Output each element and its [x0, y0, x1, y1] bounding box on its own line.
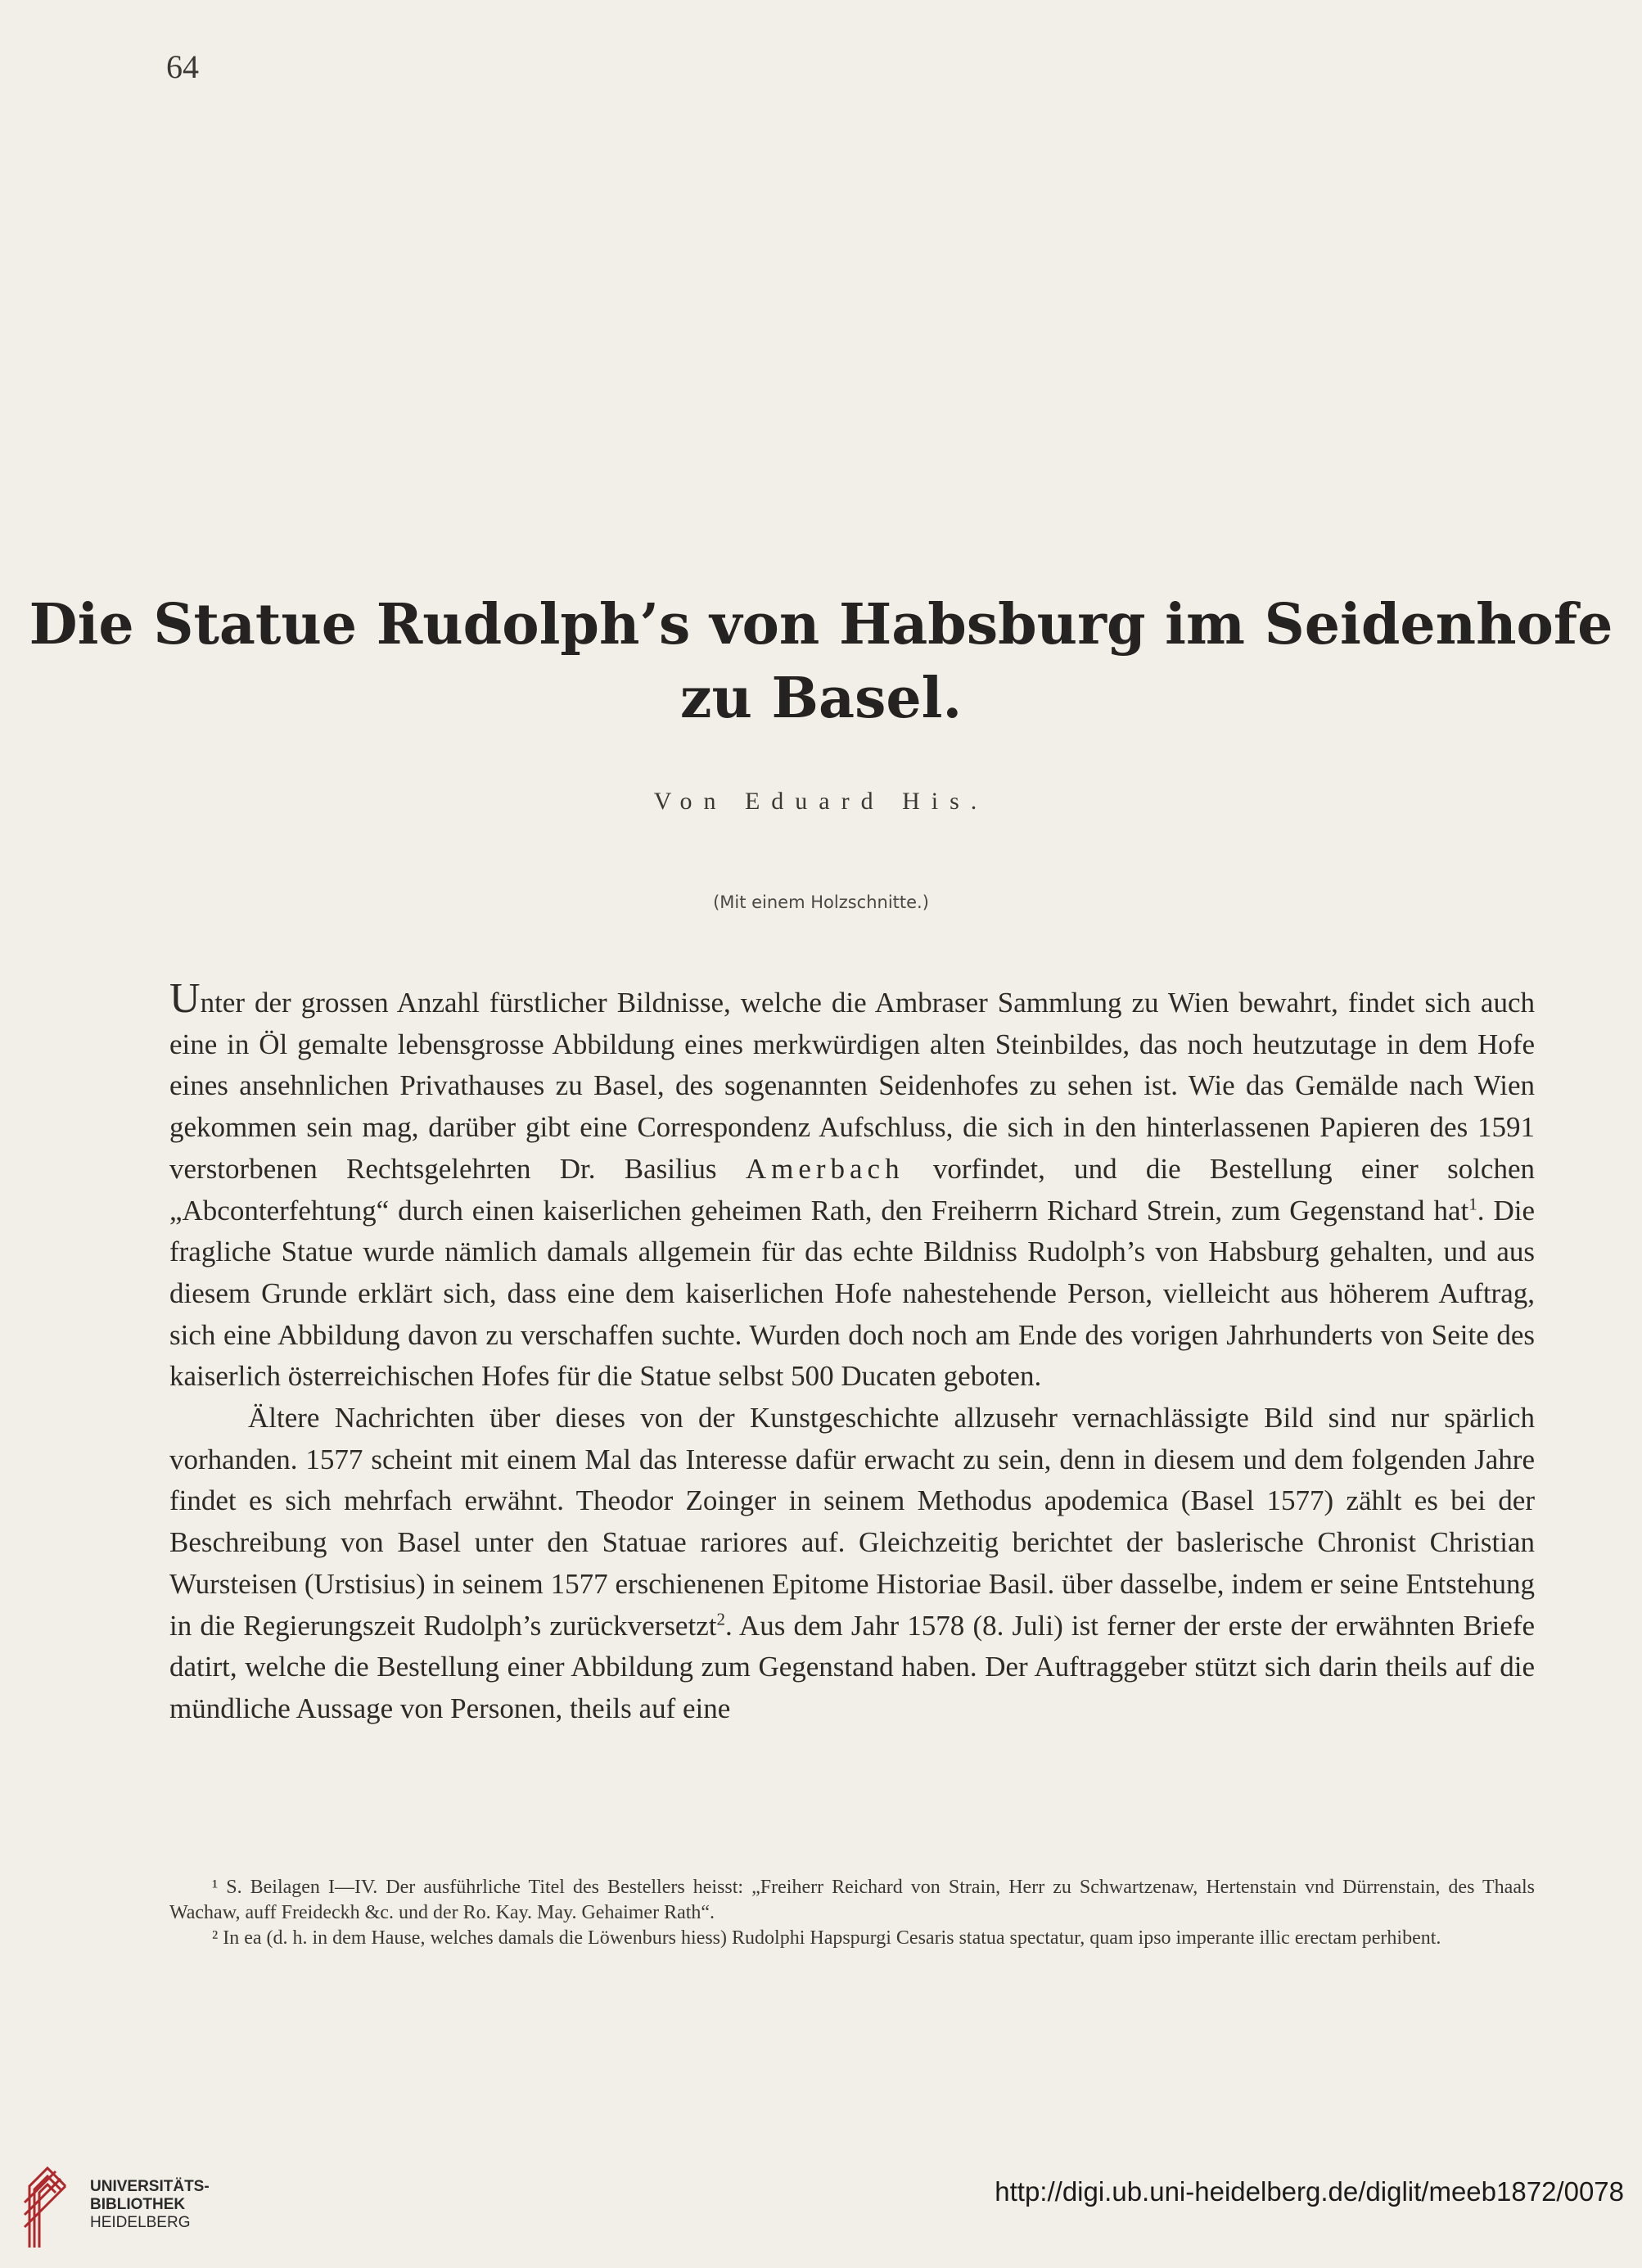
footnote-1: ¹ S. Beilagen I—IV. Der ausführliche Titel des Bestellers heisst: „Freiherr Reichard von Strain, Herr zu Schwartzenaw, Hertenstain vnd Dürrenstain, des Thaals Wachaw, auff Freideckh &c. und der Ro. Kay. May. Gehaimer Rath“.: [169, 1877, 1535, 1923]
library-line-1: UNIVERSITÄTS-: [90, 2178, 210, 2195]
article-body: [169, 975, 1536, 1730]
library-line-3: HEIDELBERG: [90, 2214, 191, 2231]
article-title: [0, 588, 1642, 735]
library-logo-icon: [23, 2153, 72, 2252]
title-line-2: zu Basel.: [679, 666, 963, 731]
name-amerbach: Amerbach: [745, 1152, 904, 1185]
library-name: [90, 2178, 210, 2232]
paragraph-1-text-a: nter der grossen Anzahl fürstlicher Bildnisse, welche die Ambraser Sammlung zu Wien bewahrt, findet sich auch eine in Öl gemalte lebensgrosse Abbildung eines merkwürdigen alten Steinbildes, das noch heutzutage in dem Hofe eines ansehnlichen Privathauses zu Basel, des sogenannten Seidenhofes zu sehen ist. Wie das Gemälde nach Wien gekommen sein mag, darüber gibt eine Correspondenz Aufschluss, die sich in den hinterlassenen Papieren des 1591 verstorbenen Rechtsgelehrten Dr. Basilius: [169, 987, 1535, 1185]
footnote-ref-2: 2: [716, 1608, 725, 1629]
paragraph-1-text-b: vorfindet, und die Bestellung einer solchen „Abconterfehtung“ durch einen kaiserlichen geheimen Rath, den Freiherrn Richard Strein, zum Gegenstand hat: [169, 1152, 1536, 1227]
footnote-2: ² In ea (d. h. in dem Hause, welches damals die Löwenburs hiess) Rudolphi Hapspurgi Cesaris statua spectatur, quam ipso imperante illic erectam perhibent.: [212, 1927, 1441, 1949]
footnote-ref-1: 1: [1468, 1193, 1477, 1213]
paragraph-1: [169, 975, 1536, 1398]
footnotes: [169, 1875, 1535, 1951]
library-line-2: BIBLIOTHEK: [90, 2196, 186, 2213]
page-number: 64: [166, 48, 199, 85]
initial-letter: U: [169, 975, 201, 1022]
paragraph-1-text-c: . Die fragliche Statue wurde nämlich damals allgemein für das echte Bildniss Rudolph’s von Habsburg gehalten, und aus diesem Grunde erklärt sich, dass eine dem kaiserlichen Hofe nahestehende Person, vielleicht aus höherem Auftrag, sich eine Abbildung davon zu verschaffen suchte. Wurden doch noch am Ende des vorigen Jahrhunderts von Seite des kaiserlich österreichischen Hofes für die Statue selbst 500 Ducaten geboten.: [169, 1194, 1535, 1393]
title-line-1: Die Statue Rudolph’s von Habsburg im Seidenhofe: [29, 592, 1613, 657]
source-url[interactable]: http://digi.ub.uni-heidelberg.de/diglit/meeb1872/0078: [995, 2176, 1624, 2207]
paragraph-2-text-b: . Aus dem Jahr 1578 (8. Juli) ist ferner der erste der erwähnten Briefe datirt, welche die Bestellung einer Abbildung zum Gegenstand haben. Der Auftraggeber stützt sich darin theils auf die mündliche Aussage von Personen, theils auf eine: [169, 1609, 1535, 1724]
paragraph-2: [169, 1398, 1535, 1730]
illustration-note: (Mit einem Holzschnitte.): [713, 892, 929, 912]
paragraph-2-text-a: Ältere Nachrichten über dieses von der Kunstgeschichte allzusehr vernachlässigte Bild sind nur spärlich vorhanden. 1577 scheint mit einem Mal das Interesse dafür erwacht zu sein, denn in diesem und dem folgenden Jahre findet es sich mehrfach erwähnt. Theodor Zoinger in seinem Methodus apodemica (Basel 1577) zählt es bei der Beschreibung von Basel unter den Statuae rariores auf. Gleichzeitig berichtet der baslerische Chronist Christian Wursteisen (Urstisius) in seinem 1577 erschienenen Epitome Historiae Basil. über dasselbe, indem er seine Entstehung in die Regierungszeit Rudolph’s zurückversetzt: [169, 1402, 1535, 1642]
author-byline: Von Eduard His.: [653, 788, 989, 815]
